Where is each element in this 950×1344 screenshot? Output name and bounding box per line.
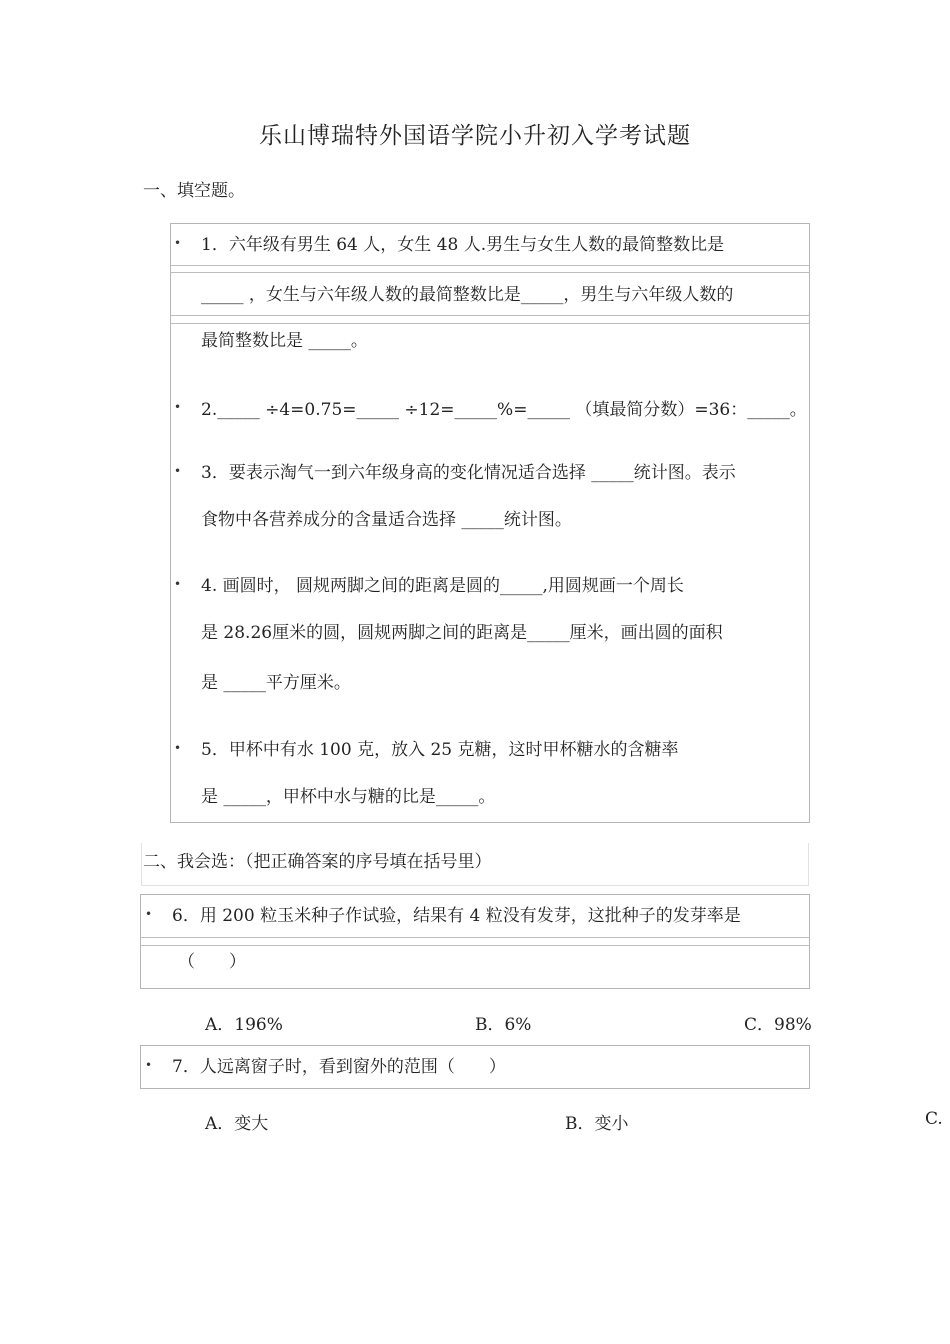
bullet-marker: •	[174, 577, 182, 591]
bullet-marker: •	[145, 1058, 153, 1072]
q2-line-1: 2._____ ÷4=0.75=_____ ÷12=_____%=_____ （填最简分数）=36：_____。	[201, 400, 807, 420]
q6-option-b: B．6%	[475, 1015, 532, 1035]
row-divider	[140, 945, 810, 946]
q6-option-a: A．196%	[205, 1015, 283, 1035]
q6-line-1: 6．用 200 粒玉米种子作试验，结果有 4 粒没有发芽，这批种子的发芽率是	[172, 906, 741, 926]
row-divider	[170, 272, 810, 273]
row-divider	[140, 937, 810, 938]
q6-option-c: C．98%	[744, 1015, 812, 1035]
section-2-heading: 二、我会选：（把正确答案的序号填在括号里）	[143, 852, 492, 872]
bullet-marker: •	[174, 741, 182, 755]
q5-line-2: 是 _____，甲杯中水与糖的比是_____。	[201, 787, 496, 807]
q3-line-2: 食物中各营养成分的含量适合选择 _____统计图。	[201, 510, 572, 530]
q1-line-2: _____ ，女生与六年级人数的最简整数比是_____，男生与六年级人数的	[201, 285, 734, 305]
q1-line-3: 最简整数比是 _____。	[201, 331, 368, 351]
q7-option-b: B．变小	[565, 1114, 629, 1134]
section-1-heading: 一、填空题。	[143, 181, 245, 201]
q5-line-1: 5．甲杯中有水 100 克，放入 25 克糖，这时甲杯糖水的含糖率	[201, 740, 679, 760]
q1-line-1: 1．六年级有男生 64 人，女生 48 人.男生与女生人数的最简整数比是	[201, 235, 725, 255]
bullet-marker: •	[174, 400, 182, 414]
row-divider	[170, 323, 810, 324]
row-divider	[170, 315, 810, 316]
bullet-marker: •	[174, 464, 182, 478]
q4-line-3: 是 _____平方厘米。	[201, 673, 351, 693]
bullet-marker: •	[145, 907, 153, 921]
q7-option-a: A．变大	[205, 1114, 269, 1134]
q4-line-2: 是 28.26厘米的圆，圆规两脚之间的距离是_____厘米，画出圆的面积	[201, 623, 723, 643]
q7-line-1: 7．人远离窗子时，看到窗外的范围（ ）	[172, 1057, 506, 1077]
row-divider	[170, 265, 810, 266]
page-title: 乐山博瑞特外国语学院小升初入学考试题	[259, 123, 691, 149]
q3-line-1: 3．要表示淘气一到六年级身高的变化情况适合选择 _____统计图。表示	[201, 463, 736, 483]
q4-line-1: 4. 画圆时， 圆规两脚之间的距离是圆的_____,用圆规画一个周长	[201, 576, 684, 596]
bullet-marker: •	[174, 236, 182, 250]
q6-answer-blank: （ ）	[178, 952, 246, 972]
q7-option-c: C.	[925, 1109, 943, 1129]
